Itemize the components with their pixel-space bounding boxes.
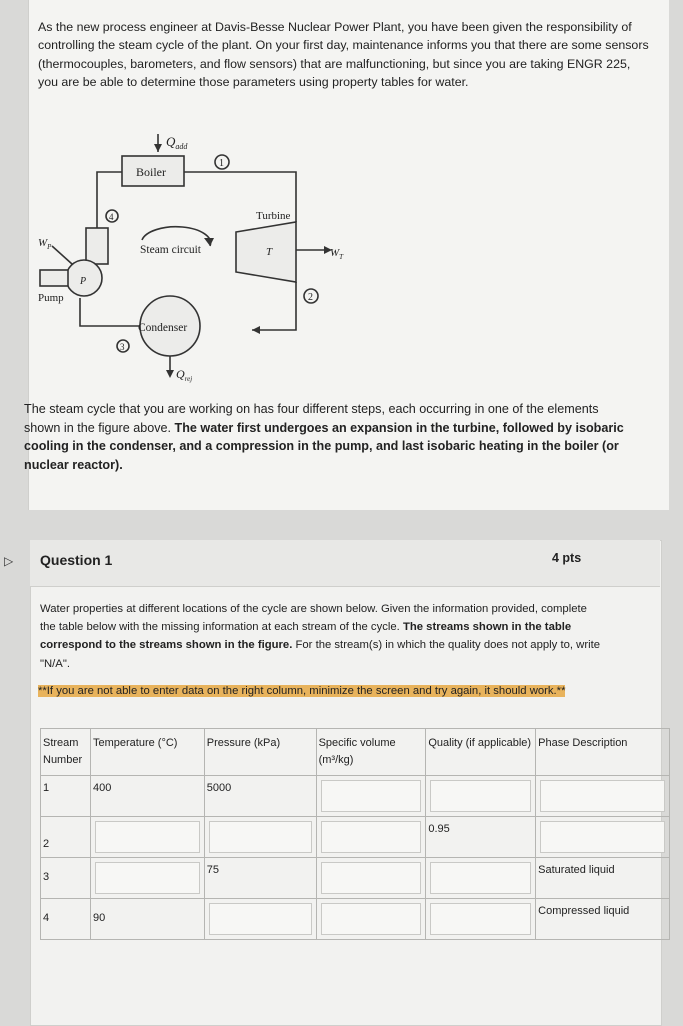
header-phase: Phase Description — [536, 729, 670, 776]
header-temperature: Temperature (°C) — [90, 729, 204, 776]
condenser-label: Condenser — [138, 322, 188, 334]
input-temperature[interactable] — [90, 817, 204, 858]
input-specific-volume[interactable] — [316, 899, 426, 940]
input-phase[interactable] — [536, 776, 670, 817]
input-quality[interactable] — [426, 776, 536, 817]
input-specific-volume[interactable] — [316, 817, 426, 858]
input-phase[interactable] — [536, 817, 670, 858]
cell-stream: 4 — [41, 899, 91, 940]
wp-label: $W_P$ — [38, 237, 52, 251]
steam-circuit-label: Steam circuit — [140, 244, 201, 256]
q-add-label: $Q_{add}$ — [166, 134, 188, 151]
stream-2-number: 2 — [308, 292, 313, 303]
header-pressure: Pressure (kPa) — [204, 729, 316, 776]
pump-base — [40, 270, 68, 286]
question-points: 4 pts — [552, 551, 582, 565]
question-title: Question 1 — [40, 552, 113, 568]
turbine-t-label: T — [266, 246, 273, 258]
wt-label: $W_T$ — [330, 247, 344, 261]
input-pressure[interactable] — [204, 817, 316, 858]
pump-label: Pump — [38, 292, 64, 304]
input-specific-volume[interactable] — [316, 776, 426, 817]
header-quality: Quality (if applicable) — [426, 729, 536, 776]
warning-note: **If you are not able to enter data on the right column, minimize the screen and try again, it should work.** — [38, 685, 566, 697]
stream-4-number: 4 — [109, 212, 114, 222]
input-quality[interactable] — [426, 899, 536, 940]
header-specific-volume: Specific volume (m³/kg) — [316, 729, 426, 776]
cell-phase: Saturated liquid — [536, 858, 670, 899]
cycle-description: The steam cycle that you are working on has four different steps, each occurring in one of the elements shown in the figure above. The water first undergoes an expansion in the turbine, followed by isobaric cooling in the condenser, and a compression in the pump, and last isobaric heating in the boiler (or nuclear reactor). — [24, 402, 624, 472]
pump-p-label: P — [80, 276, 87, 287]
pipe-turbine-condenser — [252, 282, 296, 330]
table-row — [41, 817, 670, 858]
input-specific-volume[interactable] — [316, 858, 426, 899]
properties-table — [40, 728, 670, 940]
cell-stream: 2 — [41, 817, 91, 858]
turbine-label: Turbine — [256, 210, 291, 222]
q-rej-label: $Q_{rej}$ — [176, 367, 193, 383]
table-row — [41, 899, 670, 940]
wp-arrow — [52, 246, 72, 264]
cell-temperature: 400 — [90, 776, 204, 817]
stream-3-number: 3 — [120, 342, 125, 352]
cell-quality: 0.95 — [426, 817, 536, 858]
question-text: Water properties at different locations of the cycle are shown below. Given the information provided, complete the table below with the missing information at each stream of the cycle. The streams shown in the table correspond to the streams shown in the figure. For the stream(s) in which the quality does not apply to, write "N/A". — [40, 603, 601, 670]
cell-pressure: 75 — [204, 858, 316, 899]
cell-pressure: 5000 — [204, 776, 316, 817]
stream-1-number: 1 — [219, 158, 224, 169]
input-pressure[interactable] — [204, 899, 316, 940]
input-quality[interactable] — [426, 858, 536, 899]
table-row — [41, 776, 670, 817]
flag-icon[interactable]: ▷ — [4, 554, 14, 568]
cell-temperature: 90 — [90, 899, 204, 940]
cell-phase: Compressed liquid — [536, 899, 670, 940]
pump-body — [86, 228, 108, 264]
table-row — [41, 858, 670, 899]
pipe-condenser-pump — [80, 298, 140, 326]
intro-text: As the new process engineer at Davis-Besse Nuclear Power Plant, you have been given the responsibility of controlling the steam cycle of the plant. On your first day, maintenance informs you that there are some sensors (thermocouples, barometers, and flow sensors) that are malfunctioning, but since you are taking ENGR 225, you are be able to determine those parameters using property tables for water. — [38, 20, 649, 90]
header-stream: Stream Number — [41, 729, 91, 776]
cell-stream: 3 — [41, 858, 91, 899]
cell-stream: 1 — [41, 776, 91, 817]
steam-cycle-diagram — [0, 0, 683, 400]
table-header-row — [41, 729, 670, 776]
input-temperature[interactable] — [90, 858, 204, 899]
boiler-label: Boiler — [136, 165, 166, 179]
